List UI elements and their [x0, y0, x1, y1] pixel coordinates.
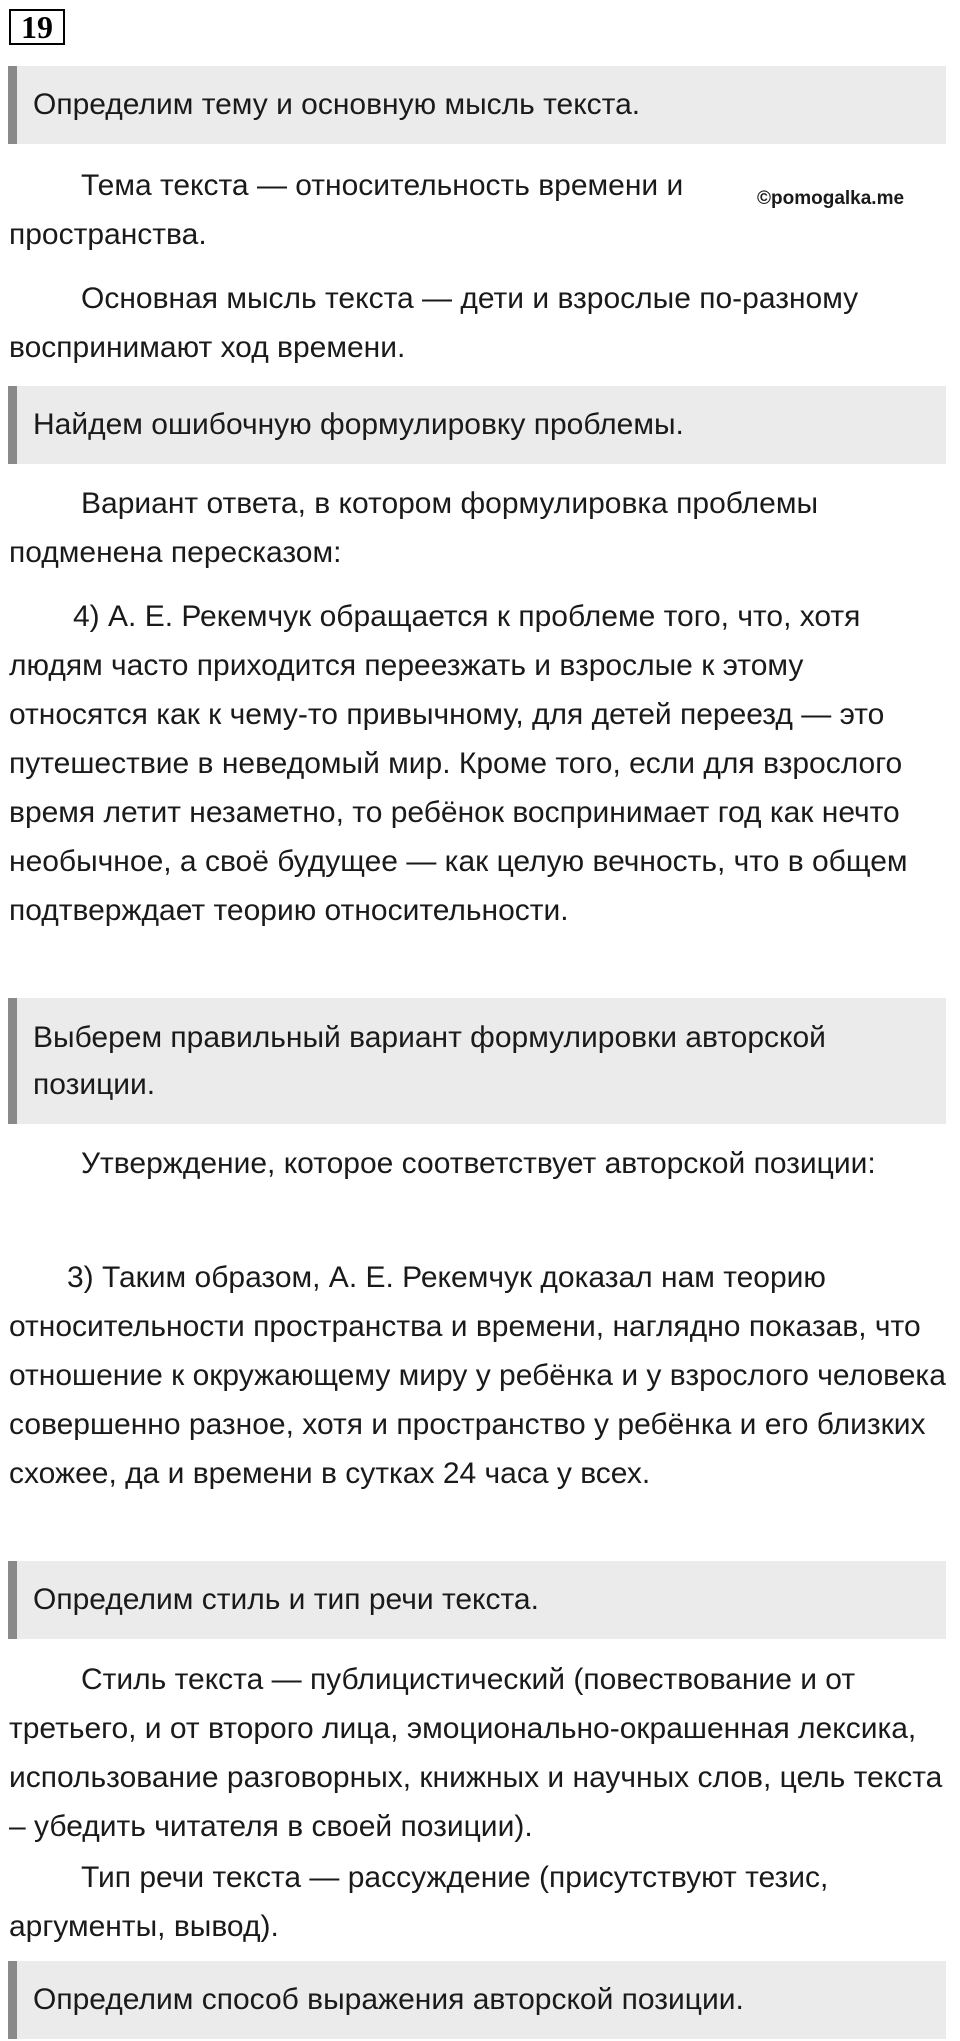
- section-heading-expression: [8, 1961, 946, 2039]
- paragraph-style: Стиль текста — публицистический (повествование и от третьего, и от второго лица, эмоционально-окрашенная лексика, использование разговорных, книжных и научных слов, цель текста – убедить читателя в своей позиции).: [9, 1663, 943, 1843]
- paragraph-position-answer: 3) Таким образом, А. Е. Рекемчук доказал нам теорию относительности пространства и времени, наглядно показав, что отношение к окружающему миру у ребёнка и у взрослого человека совершенно разное, хотя и пространство у ребёнка и его близких схожее, да и времени в сутках 24 часа у всех.: [9, 1261, 946, 1490]
- paragraph-position-intro: Утверждение, которое соответствует авторской позиции:: [81, 1147, 876, 1180]
- paragraph-problem-intro: Вариант ответа, в котором формулировка проблемы подменена пересказом:: [9, 487, 819, 569]
- paragraph-topic: Тема текста — относительность времени и пространства.: [9, 169, 684, 251]
- paragraph-main-idea: Основная мысль текста — дети и взрослые по-разному воспринимают ход времени.: [9, 282, 859, 364]
- watermark-text: ©pomogalka.me: [757, 188, 905, 209]
- section-heading-style: [8, 1561, 946, 1639]
- section-heading-text: Определим стиль и тип речи текста.: [33, 1583, 539, 1616]
- task-number-box: 19: [9, 9, 65, 45]
- section-heading-author-position: [8, 998, 946, 1124]
- section-heading-text: Выберем правильный вариант формулировки авторской позиции.: [33, 1021, 826, 1101]
- section-heading-problem: [8, 386, 946, 464]
- section-heading-text: Найдем ошибочную формулировку проблемы.: [33, 408, 684, 441]
- section-heading-text: Определим способ выражения авторской позиции.: [33, 1983, 744, 2016]
- section-heading-text: Определим тему и основную мысль текста.: [33, 88, 641, 121]
- paragraph-speech-type: Тип речи текста — рассуждение (присутствуют тезис, аргументы, вывод).: [9, 1861, 829, 1943]
- paragraph-problem-answer: 4) А. Е. Рекемчук обращается к проблеме того, что, хотя людям часто приходится переезжать и взрослые к этому относятся как к чему-то привычному, для детей переезд — это путешествие в неведомый мир. Кроме того, если для взрослого время летит незаметно, то ребёнок воспринимает год как нечто необычное, а своё будущее — как целую вечность, что в общем подтверждает теорию относительности.: [9, 600, 908, 927]
- section-heading-topic: [8, 66, 946, 144]
